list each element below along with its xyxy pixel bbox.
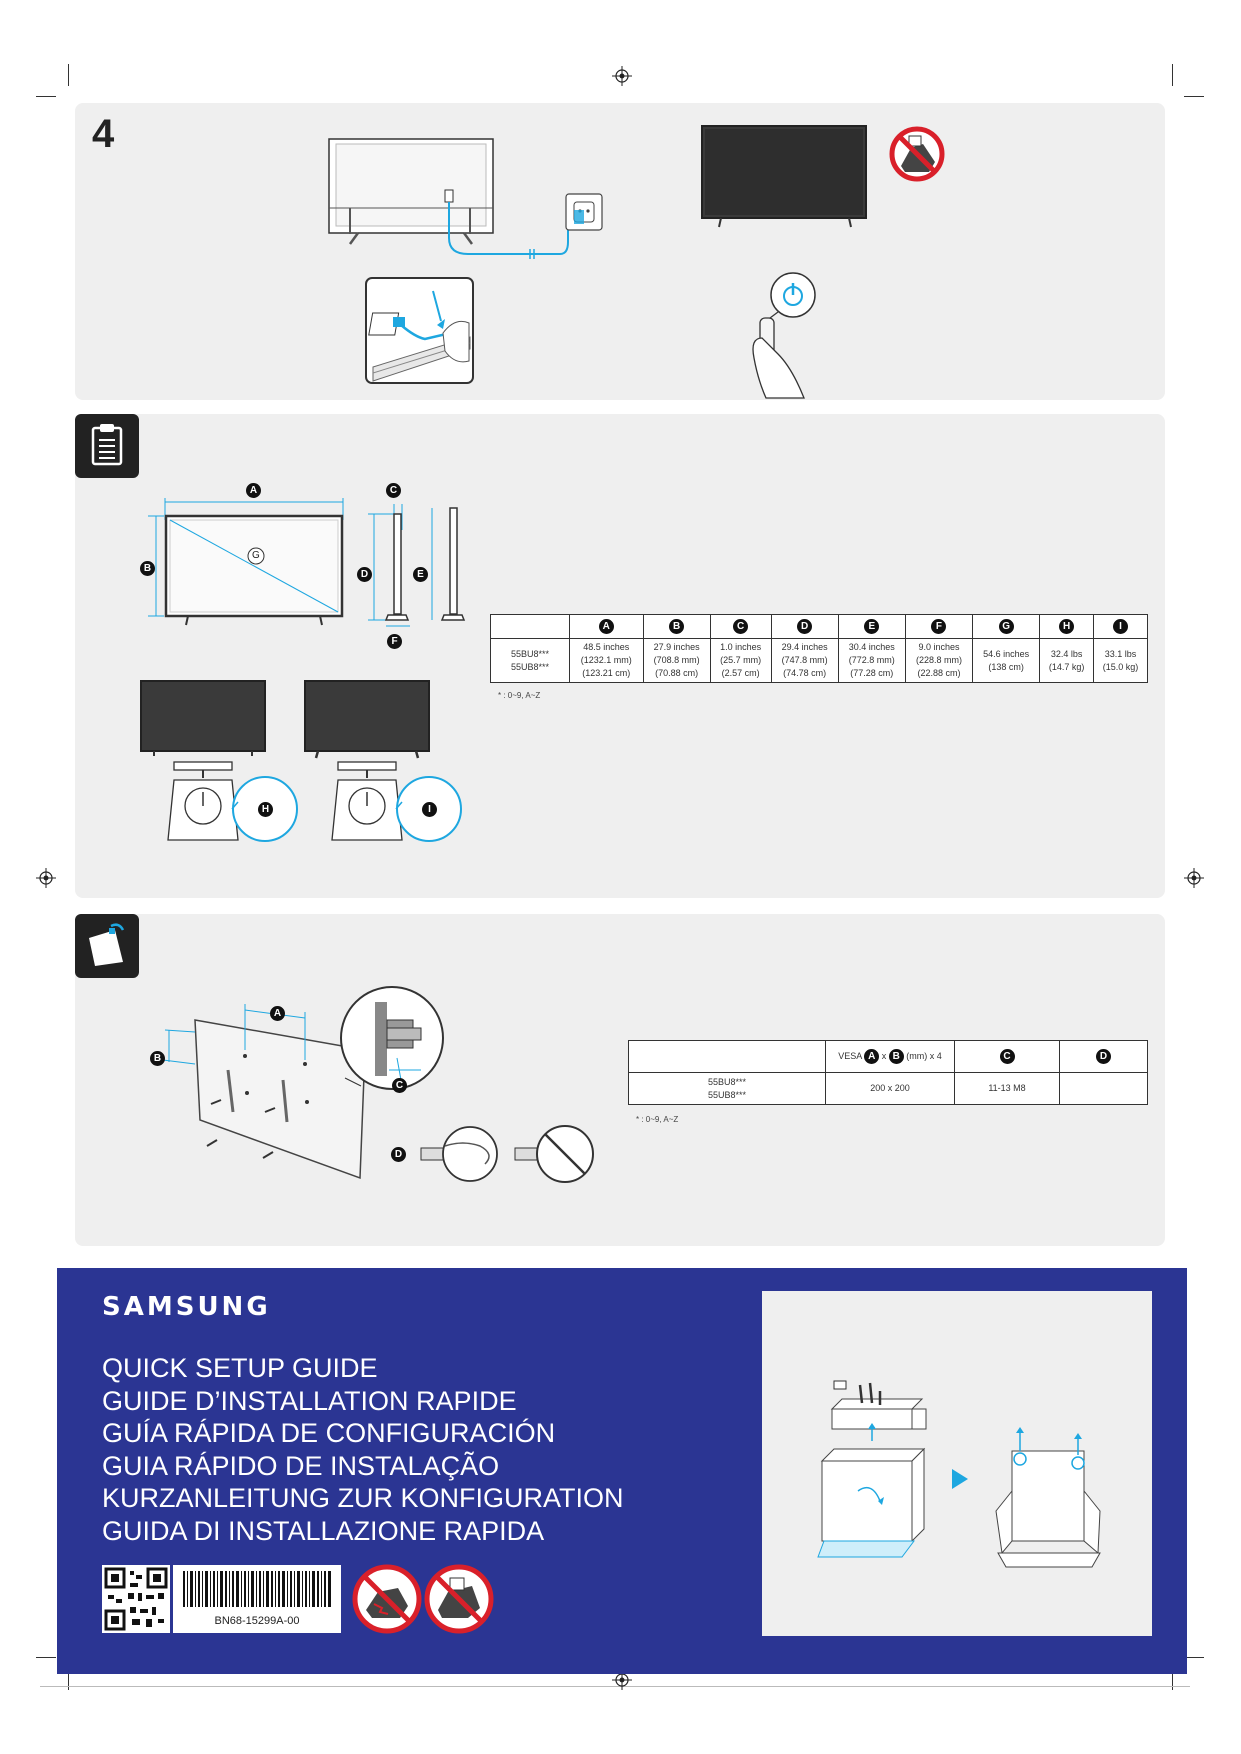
tv-weight-without-stand-illustration bbox=[140, 680, 300, 850]
cell-line: (123.21 cm) bbox=[582, 668, 631, 678]
specifications-table bbox=[490, 614, 1148, 683]
guide-title: KURZANLEITUNG ZUR KONFIGURATION bbox=[102, 1483, 624, 1513]
column-letter: E bbox=[864, 619, 879, 634]
model-cell bbox=[629, 1073, 826, 1105]
dim-label-e: E bbox=[413, 567, 428, 582]
dim-label-f: F bbox=[387, 634, 402, 649]
table-header-cell bbox=[973, 615, 1040, 639]
dim-label-g: G bbox=[252, 550, 260, 561]
column-letter: A bbox=[599, 619, 614, 634]
column-letter: B bbox=[889, 1049, 904, 1064]
model-name: 55BU8*** bbox=[510, 648, 550, 659]
registration-mark-icon bbox=[1184, 868, 1204, 888]
cell-line: (1232.1 mm) bbox=[580, 655, 632, 665]
column-letter: F bbox=[931, 619, 946, 634]
cell-line: 33.1 lbs bbox=[1104, 648, 1137, 659]
table-header-cell bbox=[1094, 615, 1148, 639]
cell-line: (2.57 cm) bbox=[721, 668, 760, 678]
barcode bbox=[173, 1565, 341, 1633]
cell-line: (138 cm) bbox=[988, 661, 1024, 672]
cell-line: (70.88 cm) bbox=[655, 668, 699, 678]
column-letter: C bbox=[1000, 1049, 1015, 1064]
wall-label-b: B bbox=[150, 1051, 165, 1066]
cell-line: (25.7 mm) bbox=[720, 655, 762, 665]
table-cell bbox=[771, 639, 838, 683]
brand-logo: SAMSUNG bbox=[102, 1292, 271, 1322]
table-header-cell bbox=[955, 1041, 1060, 1073]
wall-label-a: A bbox=[270, 1006, 285, 1021]
table-cell: 11-13 M8 bbox=[955, 1073, 1060, 1105]
cell-line: 27.9 inches bbox=[653, 642, 700, 652]
tv-dimension-diagram bbox=[128, 480, 358, 630]
guide-title: GUIA RÁPIDO DE INSTALAÇÃO bbox=[102, 1450, 500, 1481]
vesa-x-label: x bbox=[881, 1051, 887, 1061]
table-cell bbox=[1040, 639, 1094, 683]
table-cell: 200 x 200 bbox=[826, 1073, 955, 1105]
cell-line: (14.7 kg) bbox=[1048, 661, 1085, 672]
vesa-unit-label: (mm) bbox=[906, 1051, 928, 1061]
cell-line: 1.0 inches bbox=[720, 642, 762, 652]
dim-label-c: C bbox=[386, 483, 401, 498]
cell-line: (77.28 cm) bbox=[850, 668, 894, 678]
guide-title: GUIDE D’INSTALLATION RAPIDE bbox=[102, 1385, 517, 1416]
cell-line: 9.0 inches bbox=[918, 642, 960, 652]
remote-power-illustration bbox=[748, 268, 844, 398]
cable-clip-detail-illustration bbox=[365, 277, 475, 385]
table-header-cell bbox=[570, 615, 644, 639]
table-header-cell bbox=[771, 615, 838, 639]
accessories-box-illustration bbox=[832, 1381, 926, 1441]
table-cell bbox=[1094, 639, 1148, 683]
model-code-note: * : 0~9, A~Z bbox=[498, 691, 541, 700]
crop-mark bbox=[1172, 64, 1173, 86]
table-cell bbox=[643, 639, 710, 683]
wall-label-c: C bbox=[392, 1078, 407, 1093]
wall-mount-icon bbox=[75, 914, 139, 978]
model-name: 55BU8*** bbox=[707, 1076, 747, 1087]
cell-line: (15.0 kg) bbox=[1102, 661, 1139, 672]
prohibited-icon bbox=[889, 126, 945, 182]
table-header-row bbox=[491, 615, 1148, 639]
table-header-cell bbox=[905, 615, 972, 639]
table-cell bbox=[905, 639, 972, 683]
crop-mark bbox=[36, 1657, 56, 1658]
registration-mark-icon bbox=[36, 868, 56, 888]
table-cell bbox=[1060, 1073, 1148, 1105]
weight-label-i: I bbox=[422, 802, 437, 817]
tv-side-dimension-diagram bbox=[364, 490, 474, 630]
tv-lift-illustration bbox=[996, 1427, 1100, 1567]
table-header-cell bbox=[491, 615, 570, 639]
tv-front-illustration bbox=[701, 125, 871, 227]
cell-line: (74.78 cm) bbox=[783, 668, 827, 678]
next-arrow-icon bbox=[952, 1469, 968, 1489]
column-letter: D bbox=[1096, 1049, 1111, 1064]
step-number: 4 bbox=[92, 112, 115, 156]
wall-mount-table bbox=[628, 1040, 1148, 1105]
cell-line: 48.5 inches bbox=[583, 642, 630, 652]
table-header-cell bbox=[1040, 615, 1094, 639]
crop-mark bbox=[68, 64, 69, 86]
column-letter: D bbox=[797, 619, 812, 634]
vesa-header-cell bbox=[826, 1041, 955, 1073]
table-header-row bbox=[629, 1041, 1148, 1073]
crop-mark bbox=[1184, 96, 1204, 97]
vesa-multiplier-label: x 4 bbox=[929, 1051, 942, 1061]
column-letter: I bbox=[1113, 619, 1128, 634]
model-name: 55UB8*** bbox=[510, 661, 550, 672]
table-cell bbox=[973, 639, 1040, 683]
cell-line: (708.8 mm) bbox=[653, 655, 700, 665]
model-name: 55UB8*** bbox=[707, 1089, 747, 1100]
no-pressing-screen-prohibited-icon bbox=[424, 1564, 494, 1634]
dim-label-d: D bbox=[357, 567, 372, 582]
wall-label-d: D bbox=[391, 1147, 406, 1162]
table-cell bbox=[570, 639, 644, 683]
table-cell bbox=[838, 639, 905, 683]
dim-label-b: B bbox=[140, 561, 155, 576]
column-letter: H bbox=[1059, 619, 1074, 634]
cell-line: 29.4 inches bbox=[781, 642, 828, 652]
cell-line: (772.8 mm) bbox=[848, 655, 895, 665]
dim-label-a: A bbox=[246, 483, 261, 498]
cell-line: 54.6 inches bbox=[983, 648, 1030, 659]
table-cell bbox=[710, 639, 771, 683]
column-letter: A bbox=[864, 1049, 879, 1064]
column-letter: C bbox=[733, 619, 748, 634]
model-code-note: * : 0~9, A~Z bbox=[636, 1115, 679, 1124]
table-header-cell bbox=[629, 1041, 826, 1073]
specs-clipboard-icon bbox=[75, 414, 139, 478]
guide-titles bbox=[102, 1352, 624, 1547]
model-cell bbox=[491, 639, 570, 683]
cell-line: (22.88 cm) bbox=[917, 668, 961, 678]
table-row bbox=[491, 639, 1148, 683]
table-row bbox=[629, 1073, 1148, 1105]
registration-mark-icon bbox=[612, 66, 632, 86]
no-cutting-prohibited-icon bbox=[352, 1564, 422, 1634]
cell-line: (747.8 mm) bbox=[781, 655, 828, 665]
vesa-label: VESA bbox=[838, 1051, 862, 1061]
tv-weight-with-stand-illustration bbox=[304, 680, 464, 850]
tv-rear-connection-illustration bbox=[328, 138, 608, 263]
column-letter: B bbox=[669, 619, 684, 634]
table-header-cell bbox=[643, 615, 710, 639]
cell-line: 30.4 inches bbox=[848, 642, 895, 652]
barcode-number: BN68-15299A-00 bbox=[214, 1615, 300, 1627]
weight-label-h: H bbox=[258, 802, 273, 817]
table-header-cell bbox=[838, 615, 905, 639]
wall-mount-diagram bbox=[145, 990, 605, 1180]
guide-title: QUICK SETUP GUIDE bbox=[102, 1353, 378, 1383]
guide-title: GUÍA RÁPIDA DE CONFIGURACIÓN bbox=[102, 1418, 556, 1448]
cell-line: (228.8 mm) bbox=[915, 655, 962, 665]
qr-code bbox=[102, 1565, 170, 1633]
guide-title: GUIDA DI INSTALLAZIONE RAPIDA bbox=[102, 1515, 545, 1546]
unboxing-illustration-panel bbox=[762, 1291, 1152, 1636]
crop-mark bbox=[1184, 1657, 1204, 1658]
table-header-cell bbox=[1060, 1041, 1148, 1073]
cell-line: 32.4 lbs bbox=[1050, 648, 1083, 659]
step4-panel bbox=[75, 103, 1165, 400]
crop-mark bbox=[36, 96, 56, 97]
column-letter: G bbox=[999, 619, 1014, 634]
table-header-cell bbox=[710, 615, 771, 639]
tv-box-illustration bbox=[818, 1449, 924, 1557]
